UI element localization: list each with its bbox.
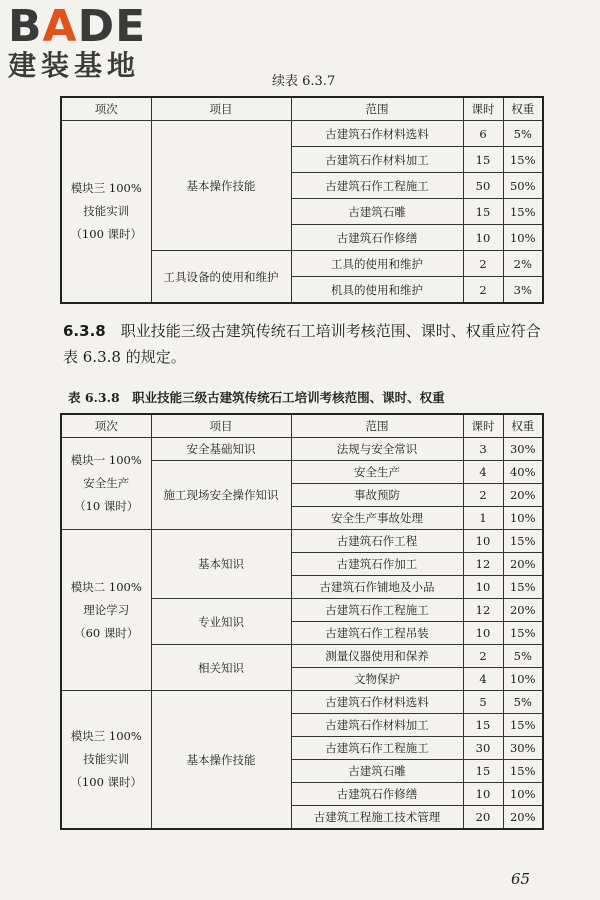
hours-cell: 10 (463, 576, 503, 599)
header-cell: 项目 (151, 97, 291, 121)
hours-cell: 4 (463, 461, 503, 484)
weight-cell: 15% (503, 622, 543, 645)
module-line: 安全生产 (83, 476, 130, 490)
module-line: 模块二 100% (70, 579, 142, 594)
module-line: 模块三 100% (70, 729, 142, 743)
table-row (61, 438, 543, 461)
hours-cell: 2 (463, 645, 503, 668)
scope-cell: 安全生产事故处理 (291, 507, 463, 530)
scope-cell: 事故预防 (291, 484, 463, 507)
weight-cell: 15% (503, 530, 543, 553)
scope-cell: 古建筑石作工程 (291, 530, 463, 553)
weight-cell: 15% (503, 760, 543, 783)
weight-cell: 15% (503, 714, 543, 737)
scope-cell: 机具的使用和维护 (291, 277, 463, 304)
hours-cell: 2 (463, 251, 503, 277)
header-cell: 项次 (61, 97, 151, 121)
module-line: （100 课时） (70, 775, 143, 789)
header-cell: 课时 (463, 97, 503, 121)
module-line: 技能实训 (83, 204, 130, 218)
hours-cell: 12 (463, 599, 503, 622)
header-cell: 权重 (503, 414, 543, 438)
weight-cell: 10% (503, 668, 543, 691)
section-text: 职业技能三级古建筑传统石工培训考核范围、课时、权重应符合表 6.3.8 的规定。 (63, 322, 541, 366)
hours-cell: 2 (463, 484, 503, 507)
weight-cell: 10% (503, 225, 543, 251)
scope-cell: 古建筑石作工程施工 (291, 599, 463, 622)
scope-cell: 古建筑石作材料选料 (291, 121, 463, 147)
logo-chinese-name: 建装基地 (8, 49, 141, 82)
scope-cell: 古建筑石雕 (291, 199, 463, 225)
scope-cell: 古建筑石作修缮 (291, 783, 463, 806)
item-cell: 基本知识 (151, 530, 291, 599)
scope-cell: 古建筑石作材料选料 (291, 691, 463, 714)
module-cell (61, 530, 151, 691)
weight-cell: 5% (503, 645, 543, 668)
hours-cell: 10 (463, 783, 503, 806)
hours-cell: 2 (463, 277, 503, 304)
table2-caption: 表 6.3.8 职业技能三级古建筑传统石工培训考核范围、课时、权重 (68, 390, 445, 405)
scope-cell: 法规与安全常识 (291, 438, 463, 461)
scope-cell: 古建筑石作铺地及小品 (291, 576, 463, 599)
logo-wordmark: BADE (8, 1, 147, 52)
weight-cell: 15% (503, 199, 543, 225)
header-cell: 权重 (503, 97, 543, 121)
hours-cell: 20 (463, 806, 503, 830)
section-6-3-8 (63, 318, 541, 370)
brand-logo (8, 1, 208, 82)
module-line: （60 课时） (74, 625, 139, 640)
weight-cell: 20% (503, 599, 543, 622)
weight-cell: 2% (503, 251, 543, 277)
table-row (61, 530, 543, 553)
scope-cell: 文物保护 (291, 668, 463, 691)
table-row (61, 691, 543, 714)
item-cell: 相关知识 (151, 645, 291, 691)
section-number: 6.3.8 (63, 322, 106, 340)
scope-cell: 古建筑石作加工 (291, 553, 463, 576)
module-line: 模块一 100% (70, 453, 142, 467)
weight-cell: 15% (503, 147, 543, 173)
page-number: 65 (511, 870, 531, 888)
hours-cell: 4 (463, 668, 503, 691)
item-cell: 基本操作技能 (151, 691, 291, 830)
weight-cell: 5% (503, 691, 543, 714)
item-cell: 专业知识 (151, 599, 291, 645)
table-6-3-8 (60, 413, 544, 830)
header-cell: 范围 (291, 97, 463, 121)
hours-cell: 5 (463, 691, 503, 714)
module-line: （10 课时） (74, 499, 139, 513)
table-row (61, 121, 543, 147)
header-cell: 项次 (61, 414, 151, 438)
scope-cell: 古建筑工程施工技术管理 (291, 806, 463, 830)
hours-cell: 12 (463, 553, 503, 576)
scope-cell: 安全生产 (291, 461, 463, 484)
module-line: 技能实训 (83, 752, 130, 766)
table-header-row (61, 97, 543, 121)
item-cell: 工具设备的使用和维护 (151, 251, 291, 304)
weight-cell: 50% (503, 173, 543, 199)
table-6-3-7-continued (60, 96, 544, 304)
hours-cell: 10 (463, 530, 503, 553)
module-cell (61, 691, 151, 830)
weight-cell: 30% (503, 737, 543, 760)
hours-cell: 15 (463, 147, 503, 173)
scope-cell: 古建筑石雕 (291, 760, 463, 783)
table1-caption: 续表 6.3.7 (272, 74, 336, 89)
module-cell (61, 438, 151, 530)
weight-cell: 20% (503, 484, 543, 507)
weight-cell: 3% (503, 277, 543, 304)
scope-cell: 古建筑石作材料加工 (291, 147, 463, 173)
header-cell: 范围 (291, 414, 463, 438)
hours-cell: 15 (463, 199, 503, 225)
scope-cell: 测量仪器使用和保养 (291, 645, 463, 668)
item-cell: 安全基础知识 (151, 438, 291, 461)
weight-cell: 20% (503, 553, 543, 576)
header-cell: 项目 (151, 414, 291, 438)
scope-cell: 古建筑石作材料加工 (291, 714, 463, 737)
weight-cell: 10% (503, 507, 543, 530)
scope-cell: 古建筑石作工程施工 (291, 173, 463, 199)
module-cell (61, 121, 151, 304)
hours-cell: 1 (463, 507, 503, 530)
hours-cell: 50 (463, 173, 503, 199)
hours-cell: 30 (463, 737, 503, 760)
hours-cell: 10 (463, 622, 503, 645)
hours-cell: 6 (463, 121, 503, 147)
weight-cell: 30% (503, 438, 543, 461)
module-line: 理论学习 (83, 602, 130, 617)
weight-cell: 10% (503, 783, 543, 806)
hours-cell: 15 (463, 760, 503, 783)
scope-cell: 古建筑石作工程吊装 (291, 622, 463, 645)
module-line: （100 课时） (70, 227, 143, 241)
scope-cell: 古建筑石作修缮 (291, 225, 463, 251)
weight-cell: 20% (503, 806, 543, 830)
item-cell: 施工现场安全操作知识 (151, 461, 291, 530)
weight-cell: 15% (503, 576, 543, 599)
hours-cell: 10 (463, 225, 503, 251)
scope-cell: 古建筑石作工程施工 (291, 737, 463, 760)
header-cell: 课时 (463, 414, 503, 438)
hours-cell: 15 (463, 714, 503, 737)
weight-cell: 5% (503, 121, 543, 147)
item-cell: 基本操作技能 (151, 121, 291, 251)
module-line: 模块三 100% (70, 181, 142, 195)
hours-cell: 3 (463, 438, 503, 461)
scope-cell: 工具的使用和维护 (291, 251, 463, 277)
table-header-row (61, 414, 543, 438)
weight-cell: 40% (503, 461, 543, 484)
